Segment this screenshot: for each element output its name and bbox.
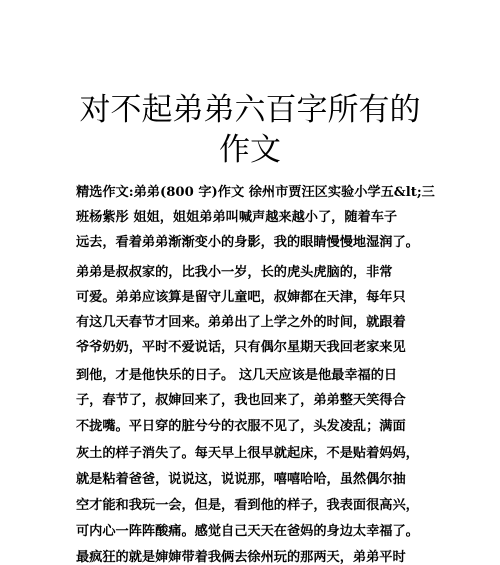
body-line: 班杨紫彤 姐姐，姐姐弟弟叫喊声越来越小了，随着车子: [76, 210, 398, 225]
body-line: 就是粘着爸爸，说说这，说说那，嘻嘻哈哈，虽然偶尔抽: [76, 472, 406, 487]
body-line: 不拢嘴。平日穿的脏兮兮的衣服不见了，头发凌乱；满面: [76, 419, 406, 434]
body-line: 有这几天春节才回来。弟弟出了上学之外的时间，就跟着: [76, 315, 406, 330]
body-line: 可爱。弟弟应该算是留守儿童吧，叔婶都在天津，每年只: [76, 290, 406, 305]
body-line: 爷爷奶奶，平时不爱说话，只有偶尔星期天我回老家来见: [76, 340, 406, 355]
document-title-line-2: 作文: [219, 132, 281, 168]
body-line: 远去，看着弟弟渐渐变小的身影，我的眼睛慢慢地湿润了。: [76, 235, 419, 250]
body-line: 弟弟是叔叔家的，比我小一岁，长的虎头虎脑的，非常: [76, 265, 393, 280]
body-line: 到他，才是他快乐的日子。 这几天应该是他最幸福的日: [76, 368, 398, 383]
body-line: 空才能和我玩一会，但是，看到他的样子，我表面很高兴，: [76, 498, 419, 513]
body-line: 灰土的样子消失了。每天早上很早就起床，不是贴着妈妈，: [76, 446, 419, 461]
body-line: 最疯狂的就是婶婶带着我俩去徐州玩的那两天，弟弟平时: [76, 550, 406, 565]
document-title-line-1: 对不起弟弟六百字所有的: [79, 92, 421, 128]
body-line: 可内心一阵阵酸痛。感觉自己天天在爸妈的身边太幸福了。: [76, 524, 419, 539]
body-line: 精选作文:弟弟(800 字)作文 徐州市贾汪区实验小学五&lt;三: [76, 185, 435, 200]
body-line: 子，春节了，叔婶回来了，我也回来了，弟弟整天笑得合: [76, 393, 406, 408]
